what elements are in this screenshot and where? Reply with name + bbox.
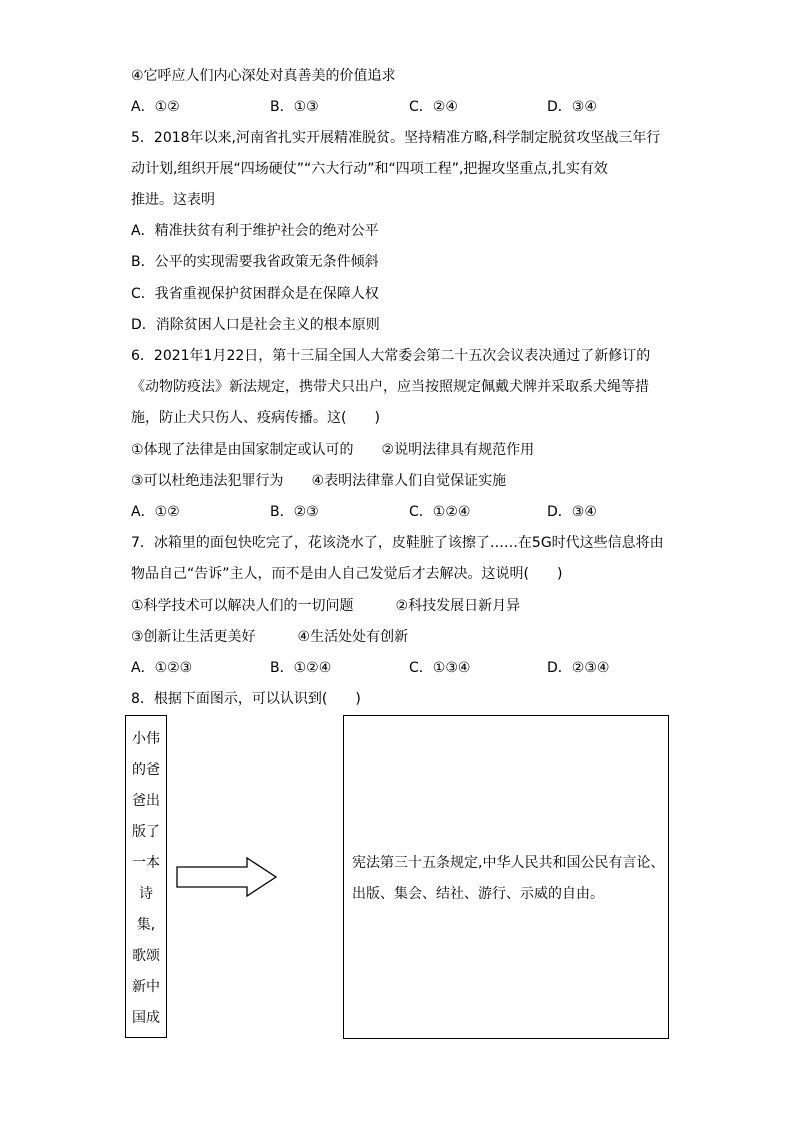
q5-option-d[interactable]: D．消除贫困人口是社会主义的根本原则 bbox=[131, 317, 380, 333]
q4-option-c[interactable]: C．②④ bbox=[409, 99, 458, 115]
q6-option-c[interactable]: C．①②④ bbox=[409, 504, 471, 520]
q4-option-a[interactable]: A．①② bbox=[131, 99, 180, 115]
q8-left-line: 的爸 bbox=[132, 762, 160, 778]
q8-left-line: 版了 bbox=[132, 824, 160, 840]
q8-left-line: 一本 bbox=[132, 855, 160, 871]
q4-item-4: ④它呼应人们内心深处对真善美的价值追求 bbox=[131, 68, 396, 84]
q6-stem-line-2: 《动物防疫法》新法规定，携带犬只出户，应当按照规定佩戴犬牌并采取系犬绳等措 bbox=[131, 379, 649, 395]
q6-option-a[interactable]: A．①② bbox=[131, 504, 180, 520]
q8-left-line: 歌颂 bbox=[132, 948, 160, 964]
q7-items-line-2: ③创新让生活更美好 ④生活处处有创新 bbox=[131, 629, 409, 645]
q6-items-line-2: ③可以杜绝违法犯罪行为 ④表明法律靠人们自觉保证实施 bbox=[131, 473, 507, 489]
q8-right-box-text bbox=[352, 848, 664, 910]
q5-option-a[interactable]: A．精准扶贫有利于维护社会的绝对公平 bbox=[131, 223, 379, 239]
q8-right-box bbox=[343, 715, 669, 1039]
q8-left-line: 小伟 bbox=[132, 731, 160, 747]
q8-left-line: 国成 bbox=[132, 1010, 160, 1026]
q8-left-line: 诗 bbox=[139, 886, 153, 902]
q8-left-box-text bbox=[126, 724, 166, 1034]
q8-right-line-1: 宪法第三十五条规定,中华人民共和国公民有言论、 bbox=[352, 855, 665, 871]
q7-option-c[interactable]: C．①③④ bbox=[409, 660, 471, 676]
right-arrow-icon bbox=[175, 856, 279, 898]
q4-option-b[interactable]: B．①③ bbox=[270, 99, 319, 115]
q6-option-b[interactable]: B．②③ bbox=[270, 504, 319, 520]
q5-stem-line-2: 动计划,组织开展“四场硬仗”“六大行动”和“四项工程”,把握攻坚重点,扎实有效 bbox=[131, 161, 608, 177]
q6-stem-line-1: 6．2021年1月22日，第十三届全国人大常委会第二十五次会议表决通过了新修订的 bbox=[131, 348, 651, 364]
q7-items-line-1: ①科学技术可以解决人们的一切问题 ②科技发展日新月异 bbox=[131, 598, 521, 614]
q8-left-line: 集, bbox=[136, 917, 156, 933]
q6-stem-line-3: 施，防止犬只伤人、疫病传播。这( ) bbox=[131, 410, 380, 426]
q5-option-c[interactable]: C．我省重视保护贫困群众是在保障人权 bbox=[131, 286, 379, 302]
q7-option-d[interactable]: D．②③④ bbox=[547, 660, 610, 676]
q8-left-line: 新中 bbox=[132, 979, 160, 995]
q6-items-line-1: ①体现了法律是由国家制定或认可的 ②说明法律具有规范作用 bbox=[131, 442, 535, 458]
q8-right-line-2: 出版、集会、结社、游行、示威的自由。 bbox=[352, 886, 604, 902]
q5-option-b[interactable]: B．公平的实现需要我省政策无条件倾斜 bbox=[131, 254, 379, 270]
q8-left-box bbox=[125, 715, 167, 1038]
q7-stem-line-2: 物品自己“告诉”主人，而不是由人自己发觉后才去解决。这说明( ) bbox=[131, 566, 563, 582]
q5-stem-line-1: 5．2018年以来,河南省扎实开展精准脱贫。坚持精准方略,科学制定脱贫攻坚战三年行 bbox=[131, 130, 661, 146]
q4-option-d[interactable]: D．③④ bbox=[547, 99, 597, 115]
q7-stem-line-1: 7．冰箱里的面包快吃完了，花该浇水了，皮鞋脏了该擦了……在5G时代这些信息将由 bbox=[131, 535, 664, 551]
q8-stem: 8．根据下面图示，可以认识到( ) bbox=[131, 691, 361, 707]
q5-stem-line-3: 推进。这表明 bbox=[131, 192, 215, 208]
q8-left-line: 爸出 bbox=[132, 793, 160, 809]
q7-option-a[interactable]: A．①②③ bbox=[131, 660, 193, 676]
q6-option-d[interactable]: D．③④ bbox=[547, 504, 597, 520]
q7-option-b[interactable]: B．①②④ bbox=[270, 660, 332, 676]
